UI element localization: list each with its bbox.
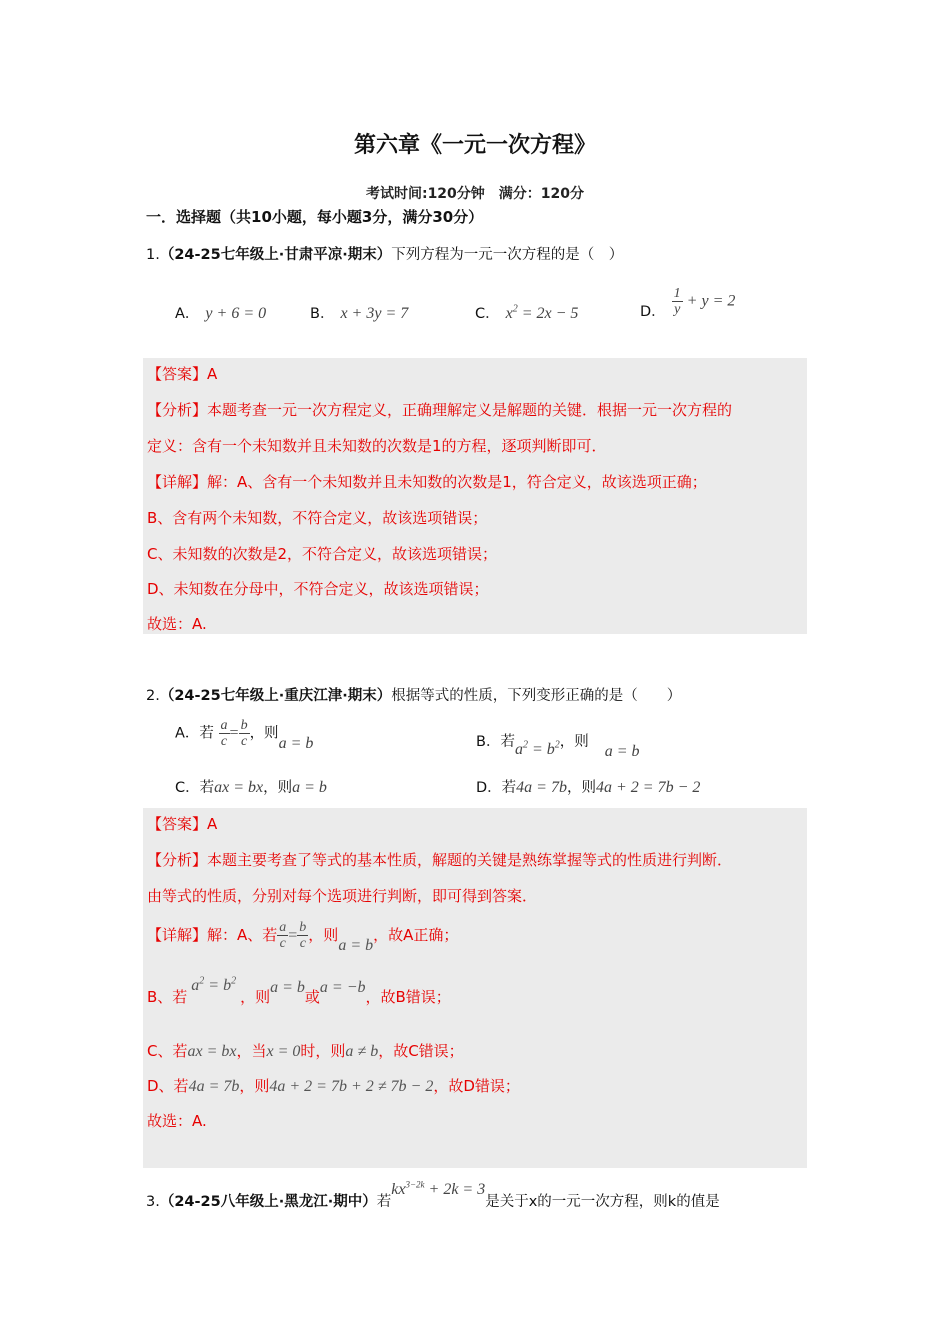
q2-detail-a: 【详解】解：A、若 $\frac{a}{c}$ = $\frac{b}{c}$ ，则a = b，故A正确； bbox=[147, 920, 459, 954]
q2-option-d: D．若4a = 7b，则4a + 2 = 7b − 2 bbox=[476, 779, 701, 796]
q1-answer: 【答案】A bbox=[147, 365, 218, 383]
q2-answer: 【答案】A bbox=[147, 815, 218, 833]
q1-analysis-line-1: 【分析】本题考查一元一次方程定义，正确理解定义是解题的关键．根据一元一次方程的 bbox=[147, 401, 733, 419]
question-3-stem: 3.（24-25八年级上·黑龙江·期中）若$kx^{3-2k} + 2k = 3$是关于x的一元一次方程，则k的值是 bbox=[146, 1179, 720, 1210]
q1-detail-line-1: 【详解】解：A、含有一个未知数并且未知数的次数是1，符合定义，故该选项正确； bbox=[147, 473, 707, 491]
exam-meta: 考试时间:120分钟 满分：120分 bbox=[365, 186, 585, 202]
question-1-stem: 1.（24-25七年级上·甘肃平凉·期末）下列方程为一元一次方程的是（ ） bbox=[146, 247, 624, 263]
q2-analysis-line-2: 由等式的性质，分别对每个选项进行判断，即可得到答案． bbox=[147, 887, 538, 905]
q1-detail-line-4: D、未知数在分母中，不符合定义，故该选项错误； bbox=[147, 580, 489, 598]
q2-analysis-line-1: 【分析】本题主要考查了等式的基本性质，解题的关键是熟练掌握等式的性质进行判断． bbox=[147, 851, 733, 869]
q1-answer-box bbox=[143, 358, 807, 634]
q2-option-a: A．若 $\frac{a}{c}$ = $\frac{b}{c}$ ，则a = b bbox=[175, 718, 314, 752]
q1-analysis-line-2: 定义：含有一个未知数并且未知数的次数是1的方程，逐项判断即可． bbox=[147, 437, 607, 455]
question-2-stem: 2.（24-25七年级上·重庆江津·期末）根据等式的性质，下列变形正确的是（ ） bbox=[146, 688, 682, 704]
q2-detail-b: B、若$a^2 = b^2$，则a = b或a = −b，故B错误； bbox=[147, 975, 451, 1006]
q1-detail-line-3: C、未知数的次数是2，不符合定义，故该选项错误； bbox=[147, 545, 498, 563]
q1-option-d: D． $\frac{1}{y}$ + y = 2 bbox=[640, 286, 736, 320]
q2-answer-box bbox=[143, 808, 807, 1168]
q1-option-b: B． x + 3y = 7 bbox=[310, 305, 409, 322]
q1-detail-line-2: B、含有两个未知数，不符合定义，故该选项错误； bbox=[147, 509, 488, 527]
q2-detail-end: 故选：A. bbox=[147, 1112, 207, 1130]
page-title: 第六章《一元一次方程》 bbox=[353, 133, 596, 158]
q2-detail-d: D、若4a = 7b，则4a + 2 = 7b + 2 ≠ 7b − 2，故D错误； bbox=[147, 1077, 520, 1095]
q2-option-b: B．若$a^2 = b^2$，则a = b bbox=[476, 734, 640, 760]
q1-detail-line-5: 故选：A. bbox=[147, 615, 207, 633]
q2-detail-c: C、若ax = bx，当x = 0时，则a ≠ b，故C错误； bbox=[147, 1042, 464, 1060]
q1-option-a: A． y + 6 = 0 bbox=[175, 305, 267, 322]
q1-option-c: C． $x^2 = 2x - 5$ bbox=[475, 303, 579, 322]
q2-option-c: C．若ax = bx，则a = b bbox=[175, 779, 327, 796]
section-heading: 一．选择题（共10小题，每小题3分，满分30分） bbox=[146, 208, 484, 226]
